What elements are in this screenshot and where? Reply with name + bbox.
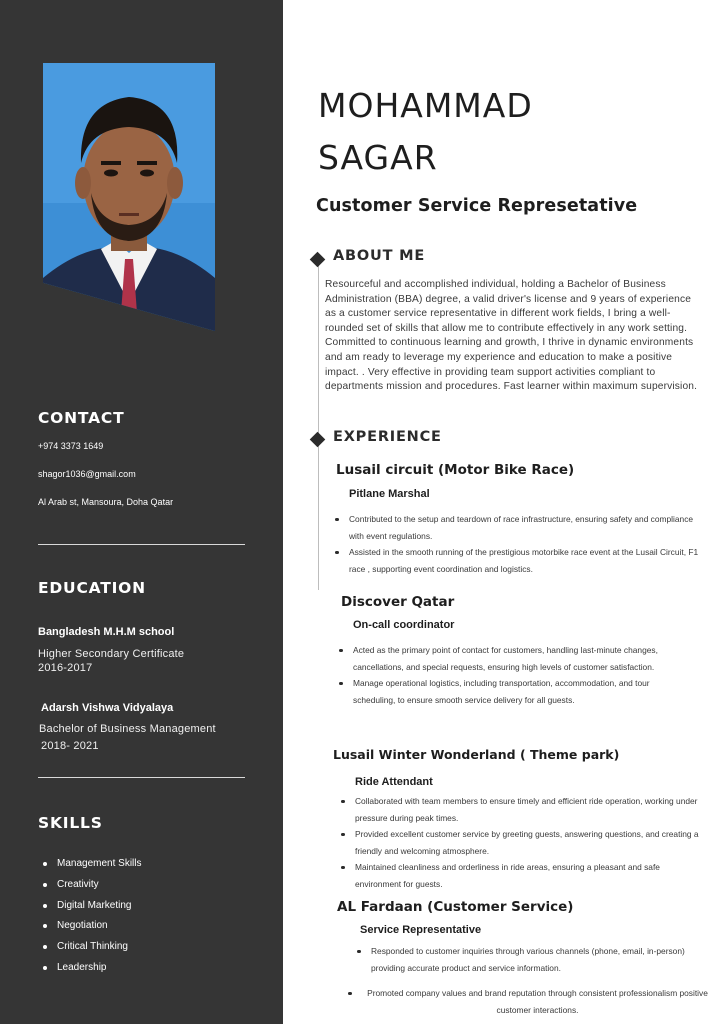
job-bullet: Acted as the primary point of contact for customers, handling last-minute changes, cancellations, and special requests, ensuring high levels of customer satisfaction.	[339, 642, 689, 675]
address-text: Al Arab st, Mansoura, Doha Qatar	[38, 497, 174, 507]
job-bullets	[348, 985, 713, 1018]
job-bullet: Contributed to the setup and teardown of race infrastructure, ensuring safety and compliance with event regulations.	[335, 511, 707, 544]
skill-item: Negotiation	[40, 917, 141, 938]
phone-text: +974 3373 1649	[38, 441, 104, 451]
skill-item: Digital Marketing	[40, 897, 141, 918]
job-bullet: Promoted company values and brand reputation through consistent professionalism positive customer interactions.	[348, 985, 713, 1018]
about-text: Resourceful and accomplished individual, holding a Bachelor of Business Administration (BBA) degree, a valid driver's license and 9 years of experience as a customer service representative in different work fields, I bring a well-rounded set of skills that allow me to contribute effectively in any work setting. Committed to continuous learning and growth, I thrive in dynamic environments and am ready to leverage my experience and education to make a positive impact. . Very effective in providing team support activities compliant to departments mission and procedures. Fast learner within maximum supervision.	[325, 279, 698, 393]
diamond-icon	[310, 432, 326, 448]
skills-heading: SKILLS	[38, 814, 103, 832]
diamond-icon	[310, 252, 326, 268]
job-bullets	[339, 642, 689, 708]
job-bullets	[341, 793, 703, 892]
about-heading: ABOUT ME	[333, 248, 426, 264]
contact-heading: CONTACT	[38, 409, 125, 427]
job-role: Pitlane Marshal	[349, 488, 430, 500]
job-bullet: Assisted in the smooth running of the prestigious motorbike race event at the Lusail Circuit, F1 race , supporting event coordination and logistics.	[335, 544, 707, 577]
education-school: Adarsh Vishwa Vidyalaya	[41, 702, 174, 714]
skill-item: Creativity	[40, 876, 141, 897]
skill-item: Management Skills	[40, 855, 141, 876]
job-company: Discover Qatar	[341, 594, 455, 610]
education-years: 2016-2017	[38, 662, 93, 674]
education-heading: EDUCATION	[38, 579, 146, 597]
job-company: Lusail Winter Wonderland ( Theme park)	[333, 747, 620, 762]
job-bullets	[335, 511, 707, 577]
job-role: Service Representative	[360, 924, 482, 936]
job-bullet: Manage operational logistics, including transportation, accommodation, and tour scheduling, to ensure smooth service delivery for all guests.	[339, 675, 689, 708]
first-name: MOHAMMAD	[318, 86, 533, 125]
job-role: On-call coordinator	[353, 619, 455, 631]
last-name: SAGAR	[318, 138, 438, 177]
skill-item: Critical Thinking	[40, 938, 141, 959]
timeline-line	[318, 261, 319, 590]
education-divider	[38, 777, 245, 778]
skills-list	[40, 855, 141, 980]
email-text: shagor1036@gmail.com	[38, 469, 136, 479]
job-role: Ride Attendant	[355, 776, 433, 788]
contact-divider	[38, 544, 245, 545]
job-bullet: Provided excellent customer service by greeting guests, answering questions, and creating a friendly and welcoming atmosphere.	[341, 826, 703, 859]
sidebar	[0, 0, 283, 1024]
education-years: 2018- 2021	[41, 740, 99, 752]
experience-heading: EXPERIENCE	[333, 429, 442, 445]
education-degree: Higher Secondary Certificate	[38, 648, 185, 660]
job-bullet: Collaborated with team members to ensure timely and efficient ride operation, working under pressure during peak times.	[341, 793, 703, 826]
education-school: Bangladesh M.H.M school	[38, 626, 175, 638]
job-company: Lusail circuit (Motor Bike Race)	[336, 462, 575, 478]
job-company: AL Fardaan (Customer Service)	[337, 899, 574, 915]
education-degree: Bachelor of Business Management	[39, 723, 216, 735]
skill-item: Leadership	[40, 959, 141, 980]
profile-photo	[43, 63, 215, 331]
job-bullets	[357, 943, 697, 976]
job-title: Customer Service Represetative	[316, 196, 638, 216]
job-bullet: Responded to customer inquiries through various channels (phone, email, in-person) providing accurate product and service information.	[357, 943, 697, 976]
job-bullet: Maintained cleanliness and orderliness in ride areas, ensuring a pleasant and safe environment for guests.	[341, 859, 703, 892]
